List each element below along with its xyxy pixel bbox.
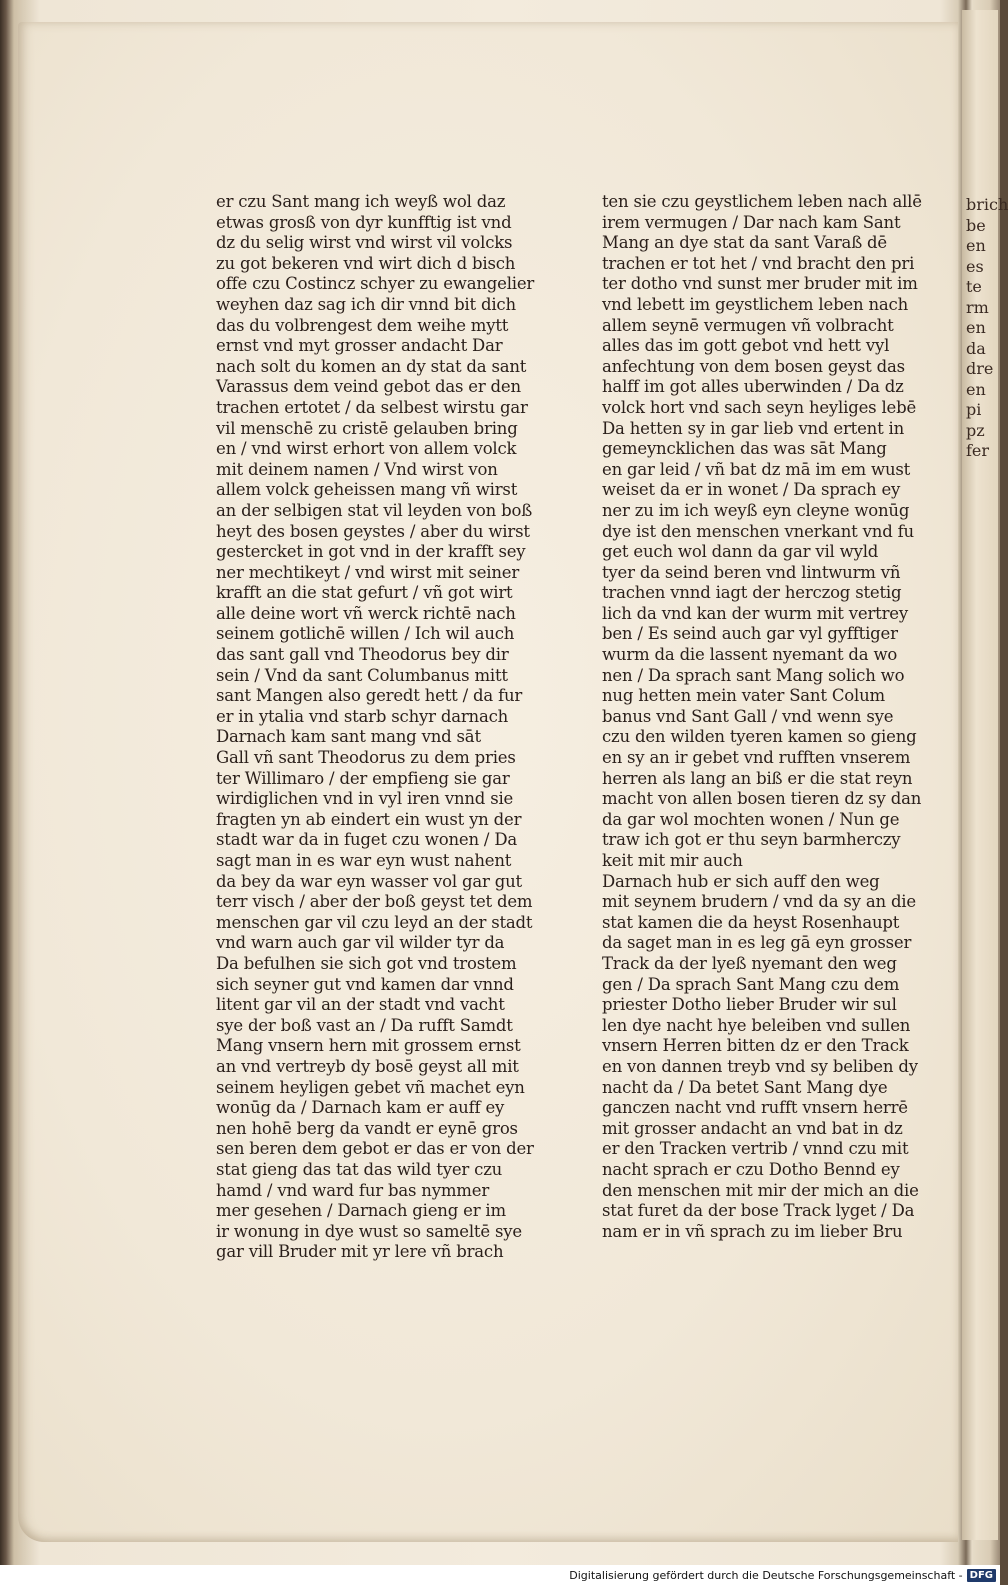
text-line: irem vermugen / Dar nach kam Sant <box>602 212 901 232</box>
text-line: stadt war da in fuget czu wonen / Da <box>216 830 517 850</box>
text-line: ben / Es seind auch gar vyl gyfftiger <box>602 624 898 644</box>
text-line: en / vnd wirst erhort von allem volck <box>216 439 517 459</box>
text-line: ganczen nacht vnd rufft vnsern herrē <box>602 1098 908 1118</box>
text-line: Mang an dye stat da sant Varaß dē <box>602 233 887 253</box>
text-line: ter Willimaro / der empfieng sie gar <box>216 768 510 788</box>
text-line: gemeyncklichen das was sāt Mang <box>602 439 887 459</box>
text-line: vil menschē zu cristē gelauben bring <box>216 418 518 438</box>
text-line: sich seyner gut vnd kamen dar vnnd <box>216 974 514 994</box>
text-line: anfechtung von dem bosen geyst das <box>602 356 905 376</box>
text-line: alle deine wort vñ werck richtē nach <box>216 603 516 623</box>
right-text-column <box>602 192 924 1242</box>
text-line: Gall vñ sant Theodorus zu dem pries <box>216 748 516 768</box>
next-page-edge <box>962 10 1008 1540</box>
text-line: er den Tracken vertrib / vnnd czu mit <box>602 1139 909 1159</box>
footer-bar <box>0 1565 1000 1585</box>
text-line: etwas grosß von dyr kunfftig ist vnd <box>216 212 512 232</box>
text-line: hamd / vnd ward fur bas nymmer <box>216 1180 490 1200</box>
dfg-logo: DFG <box>967 1569 996 1582</box>
text-line: weyhen daz sag ich dir vnnd bit dich <box>216 294 516 314</box>
text-line: Darnach hub er sich auff den weg <box>602 871 880 891</box>
text-line: Track da der lyeß nyemant den weg <box>602 953 897 973</box>
text-line: nen / Da sprach sant Mang solich wo <box>602 665 905 685</box>
text-line: Mang vnsern hern mit grossem ernst <box>216 1036 521 1056</box>
text-line: dye ist den menschen vnerkant vnd fu <box>602 521 914 541</box>
text-line: ter dotho vnd sunst mer bruder mit im <box>602 274 918 294</box>
text-line: priester Dotho lieber Bruder wir sul <box>602 995 897 1015</box>
text-line: sein / Vnd da sant Columbanus mitt <box>216 665 508 685</box>
text-line: en sy an ir gebet vnd rufften vnserem <box>602 748 911 768</box>
text-line: banus vnd Sant Gall / vnd wenn sye <box>602 706 894 726</box>
text-line: allem seynē vermugen vñ volbracht <box>602 315 894 335</box>
text-line: da saget man in es leg gā eyn grosser <box>602 933 912 953</box>
text-line: sagt man in es war eyn wust nahent <box>216 851 512 870</box>
text-line: wurm da die lassent nyemant da wo <box>602 645 898 665</box>
text-line: lich da vnd kan der wurm mit vertrey <box>602 603 908 623</box>
text-line: ernst vnd myt grosser andacht Dar <box>216 336 503 356</box>
text-line: sye der boß vast an / Da rufft Samdt <box>216 1015 513 1035</box>
text-line: Da hetten sy in gar lieb vnd ertent in <box>602 418 905 438</box>
text-line: er in ytalia vnd starb schyr darnach <box>216 706 509 726</box>
text-line: nach solt du komen an dy stat da sant <box>216 356 527 376</box>
text-line: an vnd vertreyb dy bosē geyst all mit <box>216 1056 519 1076</box>
text-line: czu den wilden tyeren kamen so gieng <box>602 727 917 747</box>
text-line: mit seynem brudern / vnd da sy an die <box>602 892 916 912</box>
text-line: mit grosser andacht an vnd bat in dz <box>602 1118 903 1138</box>
text-line: gestercket in got vnd in der krafft sey <box>216 542 526 562</box>
text-line: allem volck geheissen mang vñ wirst <box>216 480 518 500</box>
text-line: offe czu Costincz schyer zu ewangelier <box>216 274 535 294</box>
text-line: herren als lang an biß er die stat reyn <box>602 768 913 788</box>
text-line: en von dannen treyb vnd sy beliben dy <box>602 1056 918 1076</box>
text-line: krafft an die stat gefurt / vñ got wirt <box>216 583 513 603</box>
text-line: sant Mangen also geredt hett / da fur <box>216 686 523 706</box>
text-line: gen / Da sprach Sant Mang czu dem <box>602 974 900 994</box>
text-line: vnsern Herren bitten dz er den Track <box>602 1036 909 1056</box>
text-line: seinem gotlichē willen / Ich wil auch <box>216 624 515 644</box>
text-line: alles das im gott gebot vnd hett vyl <box>602 336 890 356</box>
text-line: da bey da war eyn wasser vol gar gut <box>216 871 522 891</box>
text-line: Varassus dem veind gebot das er den <box>216 377 521 397</box>
text-line: das du volbrengest dem weihe mytt <box>216 315 509 335</box>
text-line: ir wonung in dye wust so sameltē sye <box>216 1221 522 1241</box>
text-line: den menschen mit mir der mich an die <box>602 1180 919 1200</box>
text-line: volck hort vnd sach seyn heyliges lebē <box>602 397 917 417</box>
text-line: ten sie czu geystlichem leben nach allē <box>602 192 922 211</box>
text-line: nacht sprach er czu Dotho Bennd ey <box>602 1159 900 1179</box>
text-line: da gar wol mochten wonen / Nun ge <box>602 809 900 829</box>
text-line: zu got bekeren vnd wirt dich d bisch <box>216 253 516 273</box>
text-line: stat furet da der bose Track lyget / Da <box>602 1201 915 1221</box>
footer-credit-text: Digitalisierung gefördert durch die Deutsche Forschungsgemeinschaft - <box>569 1568 963 1582</box>
text-line: vnd lebett im geystlichem leben nach <box>602 294 908 314</box>
text-line: das sant gall vnd Theodorus bey dir <box>216 645 509 665</box>
text-line: weiset da er in wonet / Da sprach ey <box>602 480 901 500</box>
text-line: nacht da / Da betet Sant Mang dye <box>602 1077 888 1097</box>
text-line: ner mechtikeyt / vnd wirst mit seiner <box>216 562 520 582</box>
text-line: fragten yn ab eindert ein wust yn der <box>216 809 522 829</box>
text-line: Darnach kam sant mang vnd sāt <box>216 727 481 747</box>
text-line: wirdiglichen vnd in vyl iren vnnd sie <box>216 789 514 809</box>
text-line: get euch wol dann da gar vil wyld <box>602 542 879 562</box>
text-line: mer gesehen / Darnach gieng er im <box>216 1201 506 1221</box>
text-line: trachen er tot het / vnd bracht den pri <box>602 253 915 273</box>
text-line: macht von allen bosen tieren dz sy dan <box>602 789 922 809</box>
text-line: sen beren dem gebot er das er von der <box>216 1139 534 1159</box>
text-line: trachen vnnd iagt der herczog stetig <box>602 583 902 603</box>
text-line: seinem heyligen gebet vñ machet eyn <box>216 1077 525 1097</box>
text-line: en gar leid / vñ bat dz mā im em wust <box>602 459 911 479</box>
text-line: dz du selig wirst vnd wirst vil volcks <box>216 233 513 253</box>
text-line: Da befulhen sie sich got vnd trostem <box>216 953 517 973</box>
text-line: heyt des bosen geystes / aber du wirst <box>216 521 530 541</box>
next-page-text: brich be en es te rm en da dre en pi pz fer <box>966 195 1008 460</box>
text-line: stat kamen die da heyst Rosenhaupt <box>602 912 900 932</box>
text-line: nen hohē berg da vandt er eynē gros <box>216 1118 518 1138</box>
text-line: gar vill Bruder mit yr lere vñ brach <box>216 1242 504 1262</box>
text-line: er czu Sant mang ich weyß wol daz <box>216 192 506 211</box>
text-line: halff im got alles uberwinden / Da dz <box>602 377 904 397</box>
text-line: menschen gar vil czu leyd an der stadt <box>216 912 533 932</box>
text-line: nug hetten mein vater Sant Colum <box>602 686 885 706</box>
text-line: trachen ertotet / da selbest wirstu gar <box>216 397 528 417</box>
text-line: len dye nacht hye beleiben vnd sullen <box>602 1015 911 1035</box>
text-line: litent gar vil an der stadt vnd vacht <box>216 995 505 1015</box>
text-line: mit deinem namen / Vnd wirst von <box>216 459 498 479</box>
text-line: wonūg da / Darnach kam er auff ey <box>216 1098 505 1118</box>
text-line: vnd warn auch gar vil wilder tyr da <box>216 933 505 953</box>
text-line: ner zu im ich weyß eyn cleyne wonūg <box>602 500 910 520</box>
text-line: nam er in vñ sprach zu im lieber Bru <box>602 1221 903 1241</box>
text-line: tyer da seind beren vnd lintwurm vñ <box>602 562 901 582</box>
text-line: an der selbigen stat vil leyden von boß <box>216 500 533 520</box>
text-line: traw ich got er thu seyn barmherczy <box>602 830 901 850</box>
text-line: terr visch / aber der boß geyst tet dem <box>216 892 533 912</box>
left-text-column <box>216 192 548 1263</box>
text-line: keit mit mir auch <box>602 851 743 870</box>
text-line: stat gieng das tat das wild tyer czu <box>216 1159 503 1179</box>
